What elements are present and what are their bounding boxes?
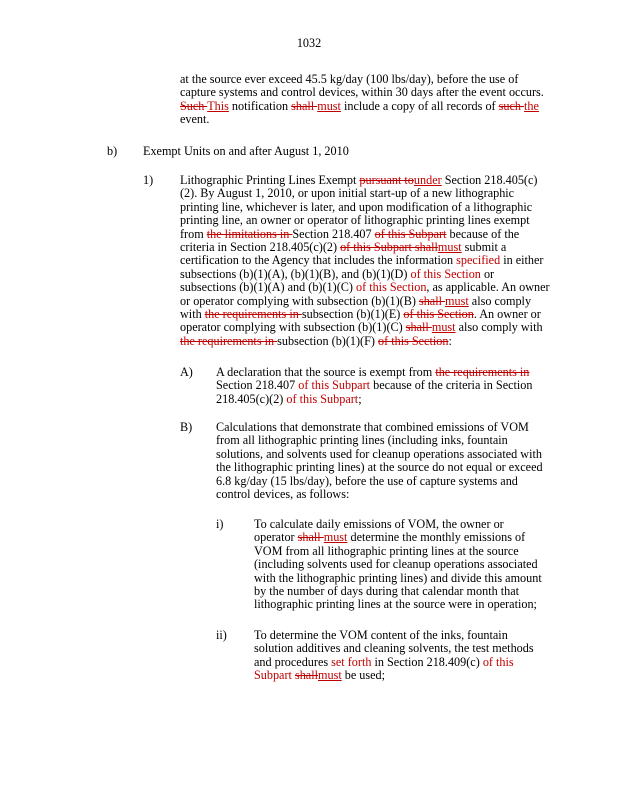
inserted-text: must [445, 293, 469, 308]
page-number: 1032 [296, 36, 322, 50]
inserted-text: of this Section [356, 280, 427, 295]
text-run: Calculations that demonstrate that combined emissions of VOM from all lithographic printing lines (including inks, fountain solutions, and solvents used for cleanup operations associated with the lithographic printing lines) at the source do not equal or exceed 6.8 kg/day (15 lbs/day), before the use of capture systems and control devices, as follows: [216, 420, 543, 502]
text-run: because of the criteria in Section 218.405(c)(2) [180, 226, 520, 255]
text-run: , as applicable. An owner or operator complying with subsection (b)(1)(B) [180, 280, 550, 308]
text-run: determine the monthly emissions of VOM from all lithographic printing lines at the source (including solvents used for cleanup operations associated with the lithographic printing lines) and divide this amount by the number of days during that calendar month that lithographic printing lines at the source were in operation; [254, 530, 542, 612]
deleted-text: the requirements in [204, 307, 302, 322]
inserted-text: the [524, 98, 539, 113]
deleted-text: shall [405, 320, 432, 335]
deleted-text: shall [297, 530, 324, 545]
inserted-text: specified [456, 253, 501, 268]
inserted-text: must [323, 530, 348, 545]
text-run: subsection (b)(1)(F) [277, 333, 379, 348]
text-run: also comply with [180, 293, 532, 322]
deleted-text: the requirements in [435, 365, 530, 379]
deleted-text: the requirements in [180, 333, 278, 348]
item-b-paragraph [216, 421, 546, 501]
text-run: include a copy of all records of [340, 98, 499, 113]
item-i-paragraph [254, 518, 544, 612]
text-run: also comply with [455, 320, 543, 335]
inserted-text: under [413, 173, 442, 187]
item-1-paragraph [180, 174, 552, 348]
inserted-text: of this Subpart [254, 654, 514, 683]
item-ii-label: ii) [216, 628, 227, 642]
deleted-text: such [498, 98, 525, 113]
deleted-text: of this Subpart shall [340, 240, 438, 255]
text-run: Lithographic Printing Lines Exempt [180, 173, 360, 187]
inserted-text: of this Subpart [286, 391, 359, 406]
text-run: in Section 218.409(c) [371, 654, 483, 669]
text-run: ; [358, 391, 362, 406]
deleted-text: of this Subpart [374, 226, 447, 241]
subsection-b-label: b) [107, 144, 118, 158]
deleted-text: of this Section [403, 307, 474, 322]
text-run: Section 218.407 [292, 226, 375, 241]
inserted-text: must [317, 98, 341, 113]
inserted-text: set forth [331, 654, 372, 669]
deleted-text: pursuant to [359, 173, 414, 187]
text-run: A declaration that the source is exempt from [216, 365, 436, 379]
item-a-label: A) [180, 365, 193, 379]
inserted-text: must [431, 320, 456, 335]
text-run: To calculate daily emissions of VOM, the owner or operator [254, 517, 504, 545]
inserted-text: of this Section [410, 266, 481, 281]
item-i-label: i) [216, 517, 224, 531]
text-run: submit a certification to the Agency that includes the information [180, 240, 507, 268]
inserted-text: must [437, 240, 462, 255]
deleted-text: Such [180, 98, 208, 113]
text-run: Section 218.407 [216, 378, 299, 393]
text-run: subsection (b)(1)(E) [301, 307, 404, 322]
subsection-b-heading: Exempt Units on and after August 1, 2010 [143, 144, 349, 158]
text-run: at the source ever exceed 45.5 kg/day (100 lbs/day), before the use of capture systems and control devices, within 30 days after the event occurs. [180, 72, 544, 100]
text-run: be used; [341, 668, 386, 683]
text-run: To determine the VOM content of the inks, fountain solution additives and cleaning solvents, the test methods and procedures [254, 628, 534, 669]
text-run: Section 218.405(c)(2). By August 1, 2010, or upon initial start-up of a new lithographic printing line, whichever is later, and upon modification of a lithographic printing line, an owner or operator of lithographic printing lines exempt from [180, 173, 538, 241]
inserted-text: must [318, 668, 342, 683]
inserted-text: of this Subpart [298, 378, 371, 393]
deleted-text: shall [418, 293, 446, 308]
text-run: event. [180, 112, 210, 127]
text-run: : [448, 333, 452, 348]
text-run: or subsections (b)(1)(A) and (b)(1)(C) [180, 266, 495, 295]
text-run: notification [228, 98, 292, 113]
item-1-label: 1) [143, 173, 154, 187]
item-b-label: B) [180, 420, 193, 434]
deleted-text: the limitations in [206, 226, 293, 241]
deleted-text: shall [291, 98, 318, 113]
item-a-paragraph [216, 366, 541, 406]
intro-paragraph [180, 73, 550, 127]
item-ii-paragraph [254, 629, 539, 683]
deleted-text: of this Section [378, 333, 449, 348]
inserted-text: This [207, 98, 229, 113]
text-run: because of the criteria in Section 218.405(c)(2) [216, 378, 533, 406]
text-run: in either subsections (b)(1)(A), (b)(1)(B), and (b)(1)(D) [180, 253, 544, 281]
deleted-text: shall [294, 668, 318, 683]
text-run: . An owner or operator complying with subsection (b)(1)(C) [180, 307, 541, 335]
